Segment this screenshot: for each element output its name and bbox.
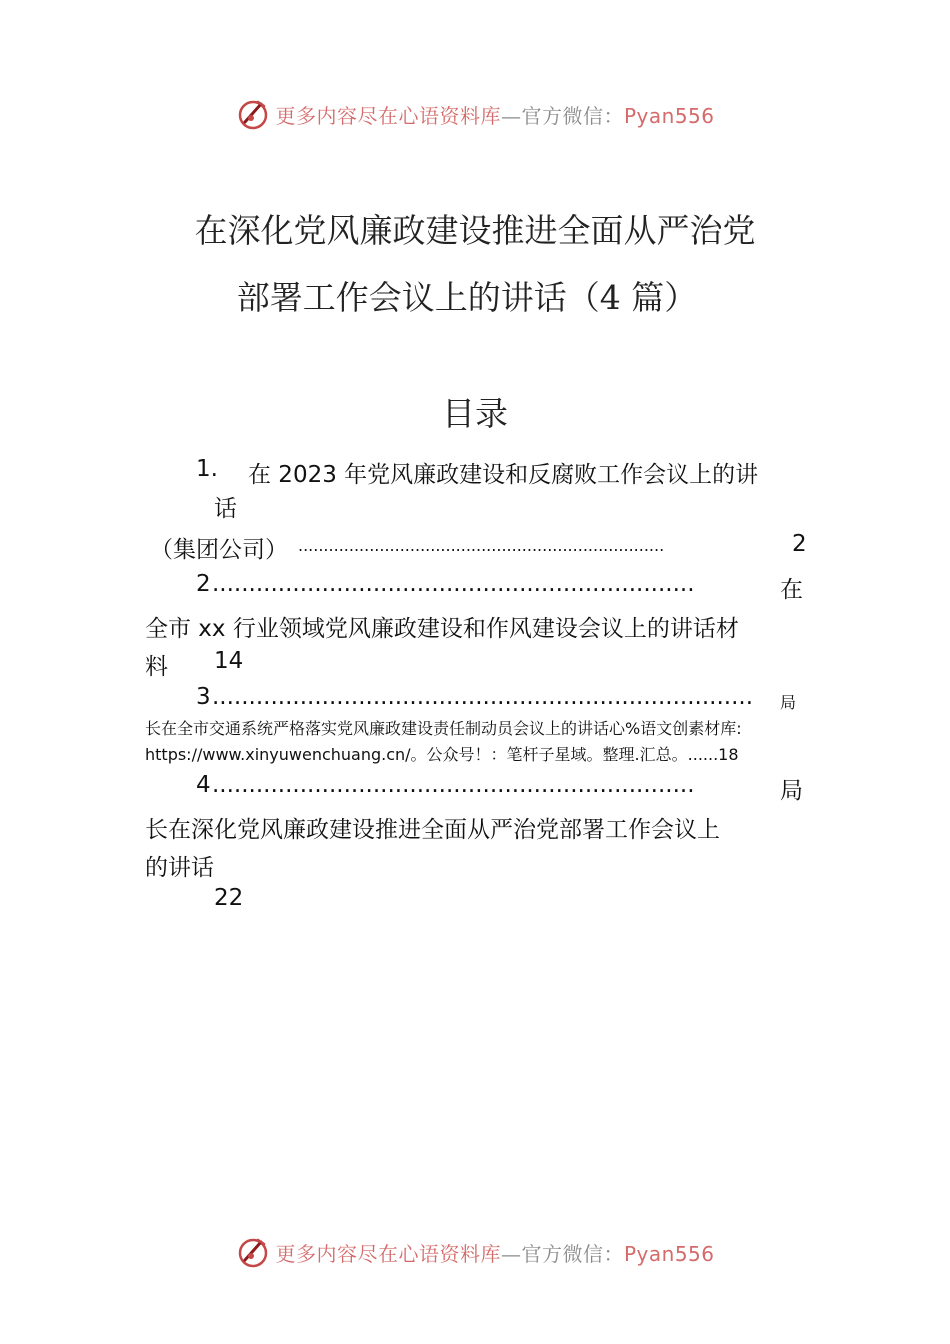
toc-entry-1-text-line1: 在 2023 年党风廉政建设和反腐败工作会议上的讲 — [248, 462, 759, 488]
toc-entry-4-leader: .................................................................. — [212, 772, 695, 798]
header-banner — [0, 94, 950, 134]
banner-text — [275, 100, 714, 129]
toc-entry-2-lead-char: 在 — [780, 577, 803, 603]
banner-official: —官方微信： — [500, 103, 624, 128]
toc-entry-2-text-line3: 料 — [145, 654, 168, 680]
toc-entry-1-text-line2: 话 — [214, 496, 237, 522]
pen-circle-logo-icon — [235, 96, 271, 132]
toc-entry-4-page: 22 — [214, 885, 244, 911]
banner-wechat-id: Pyan556 — [623, 1241, 715, 1266]
toc-entry-1-leader: ........................................................................ — [298, 536, 665, 555]
toc-entry-4-number: 4 — [196, 772, 211, 798]
toc-entry-2-number: 2 — [196, 571, 211, 597]
toc-entry-3-number: 3 — [196, 684, 211, 710]
footer-banner — [0, 1232, 950, 1272]
toc-entry-4-text-line2: 长在深化党风廉政建设推进全面从严治党部署工作会议上 — [145, 817, 720, 843]
banner-main: 更多内容尽在心语资料库 — [275, 1241, 501, 1266]
banner-text — [275, 1238, 714, 1267]
document-title-line1: 在深化党风廉政建设推进全面从严治党 — [194, 211, 756, 250]
banner-official: —官方微信： — [500, 1241, 624, 1266]
toc-entry-1-number: 1. — [196, 456, 218, 482]
toc-entry-3-lead-char: 局 — [780, 693, 797, 712]
document-title-line2: 部署工作会议上的讲话（4 篇） — [236, 278, 698, 317]
toc-entry-3-text-line2: 长在全市交通系统严格落实党风廉政建设责任制动员会议上的讲话心%语文创素材库: — [145, 719, 742, 738]
toc-entry-3-text-line3: https://www.xinyuwenchuang.cn/。公众号！：笔杆子星域。整理.汇总。......18 — [145, 745, 739, 764]
toc-heading: 目录 — [442, 394, 508, 433]
banner-main: 更多内容尽在心语资料库 — [275, 103, 501, 128]
toc-entry-4-lead-char: 局 — [780, 778, 803, 804]
pen-circle-logo-icon — [235, 1234, 271, 1270]
toc-entry-1-page: 2 — [792, 531, 807, 557]
toc-entry-4-text-line3: 的讲话 — [145, 855, 214, 881]
toc-entry-2-page: 14 — [214, 648, 244, 674]
toc-entry-1-text-line3: （集团公司） — [150, 537, 288, 563]
toc-entry-3-leader: .......................................................................... — [212, 684, 754, 710]
toc-entry-2-leader: .................................................................. — [212, 571, 695, 597]
toc-entry-2-text-line2: 全市 xx 行业领域党风廉政建设和作风建设会议上的讲话材 — [145, 616, 739, 642]
banner-wechat-id: Pyan556 — [623, 103, 715, 128]
